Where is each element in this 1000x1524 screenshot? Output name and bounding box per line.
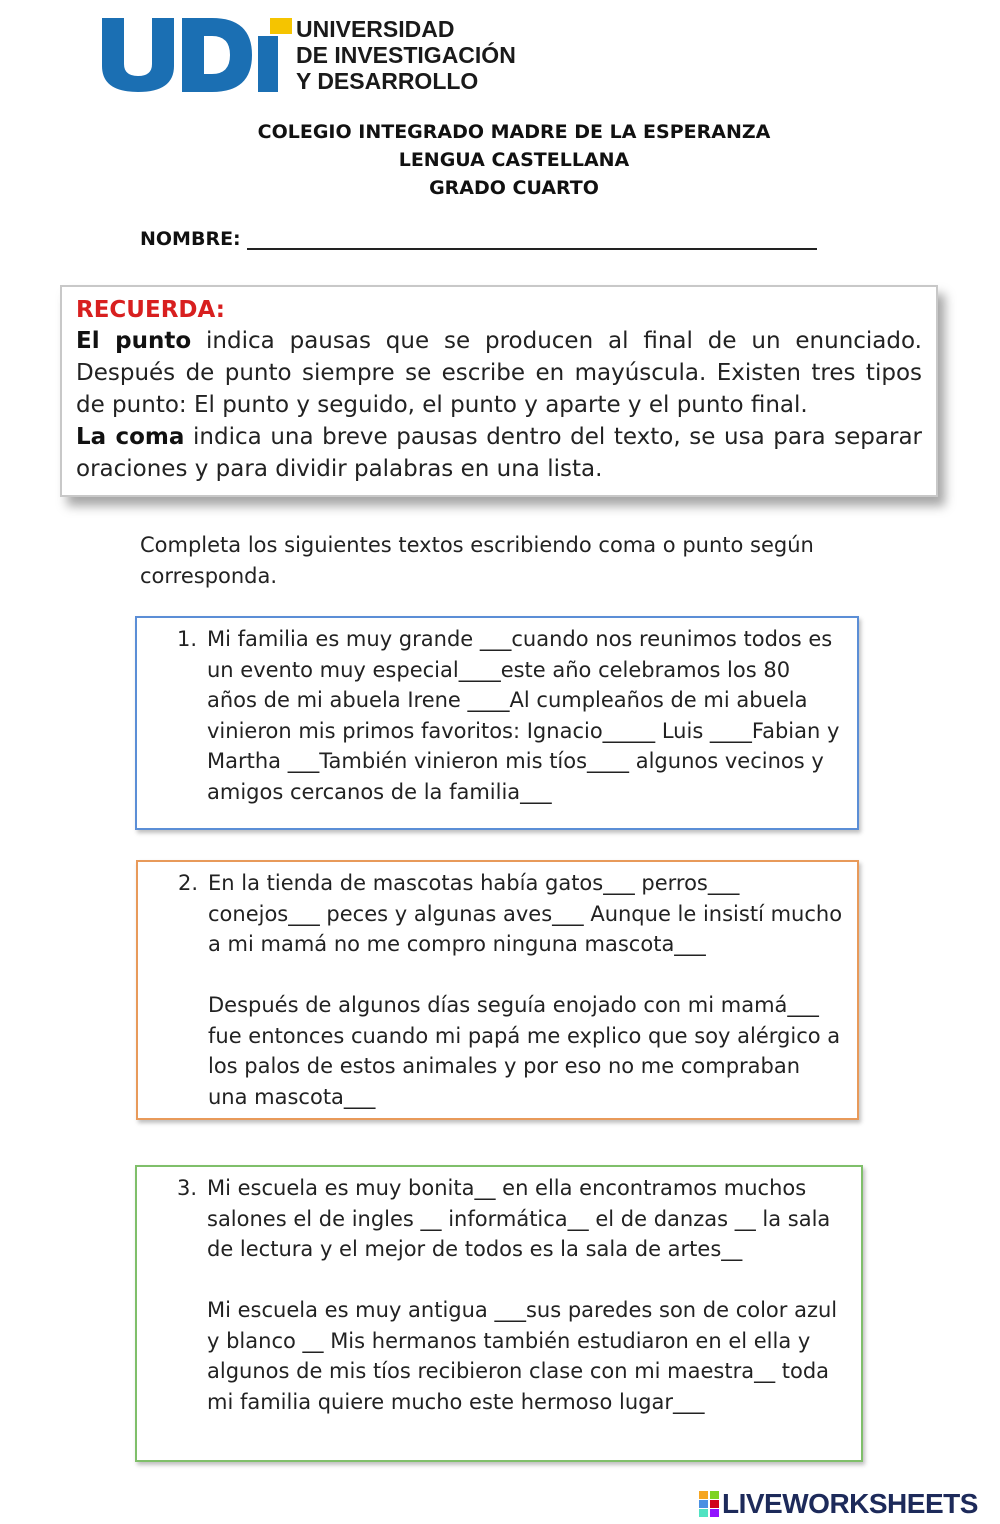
remember-text	[76, 325, 922, 485]
exercise-3-text[interactable]	[207, 1173, 847, 1417]
punto-text: indica pausas que se producen al final de un enunciado. Después de punto siempre se escribe en mayúscula. Existen tres tipos de punto: El punto y seguido, el punto y aparte y el punto final.	[76, 328, 922, 418]
name-blank-line[interactable]	[247, 228, 817, 250]
liveworksheets-brand: LIVEWORKSHEETS	[722, 1488, 978, 1519]
school-header	[0, 118, 1000, 202]
exercise-number: 1.	[177, 627, 198, 651]
exercise-number: 2.	[178, 871, 199, 895]
logo-line-3: Y DESARROLLO	[296, 68, 479, 94]
exercise-paragraph: Después de algunos días seguía enojado con mi mamá___ fue entonces cuando mi papá me explico que soy alérgico a los palos de estos animales y por eso no me compraban una mascota___	[208, 993, 841, 1109]
exercise-1-box	[135, 616, 859, 830]
udi-logo-mark	[100, 14, 300, 94]
exercise-3-box	[135, 1165, 863, 1462]
logo-line-2: DE INVESTIGACIÓN	[296, 42, 516, 68]
coma-text: indica una breve pausas dentro del texto, se usa para separar oraciones y para dividir palabras en una lista.	[76, 424, 922, 482]
remember-title: RECUERDA:	[76, 297, 225, 323]
university-logo	[100, 14, 530, 94]
instruction-text: Completa los siguientes textos escribiendo coma o punto según corresponda.	[140, 533, 814, 588]
exercise-1-text[interactable]	[207, 624, 843, 807]
remember-box	[60, 285, 938, 497]
name-label: NOMBRE:	[140, 228, 241, 250]
liveworksheets-footer	[698, 1488, 978, 1520]
exercise-paragraph: En la tienda de mascotas había gatos___ perros___ conejos___ peces y algunas aves___ Aunque le insistí mucho a mi mamá no me compro ninguna mascota___	[208, 871, 843, 956]
punto-definition	[76, 325, 922, 421]
coma-definition	[76, 421, 922, 485]
school-name: COLEGIO INTEGRADO MADRE DE LA ESPERANZA	[257, 121, 771, 143]
punto-term: El punto	[76, 328, 192, 354]
exercise-2-text[interactable]	[208, 868, 843, 1112]
name-field	[140, 228, 817, 250]
exercise-2-box	[136, 860, 859, 1120]
coma-term: La coma	[76, 424, 185, 450]
exercise-paragraph: Mi familia es muy grande ___cuando nos reunimos todos es un evento muy especial____este año celebramos los 80 años de mi abuela Irene ____Al cumpleaños de mi abuela vinieron mis primos favoritos: Ignacio_____ Luis ____Fabian y Martha ___También vinieron mis tíos____ algunos vecinos y amigos cercanos de la familia___	[207, 627, 840, 804]
exercise-paragraph: Mi escuela es muy antigua ___sus paredes son de color azul y blanco __ Mis hermanos también estudiaron en el ella y algunos de mis tíos recibieron clase con mi maestra__ toda mi familia quiere mucho este hermoso lugar___	[207, 1298, 838, 1414]
logo-line-1: UNIVERSIDAD	[296, 16, 455, 42]
liveworksheets-logo-icon	[698, 1489, 720, 1519]
grade-name: GRADO CUARTO	[429, 177, 599, 199]
exercise-paragraph: Mi escuela es muy bonita__ en ella encontramos muchos salones el de ingles __ informática__ el de danzas __ la sala de lectura y el mejor de todos es la sala de artes__	[207, 1176, 831, 1261]
exercise-number: 3.	[177, 1176, 198, 1200]
subject-name: LENGUA CASTELLANA	[398, 149, 630, 171]
university-name	[296, 16, 516, 94]
